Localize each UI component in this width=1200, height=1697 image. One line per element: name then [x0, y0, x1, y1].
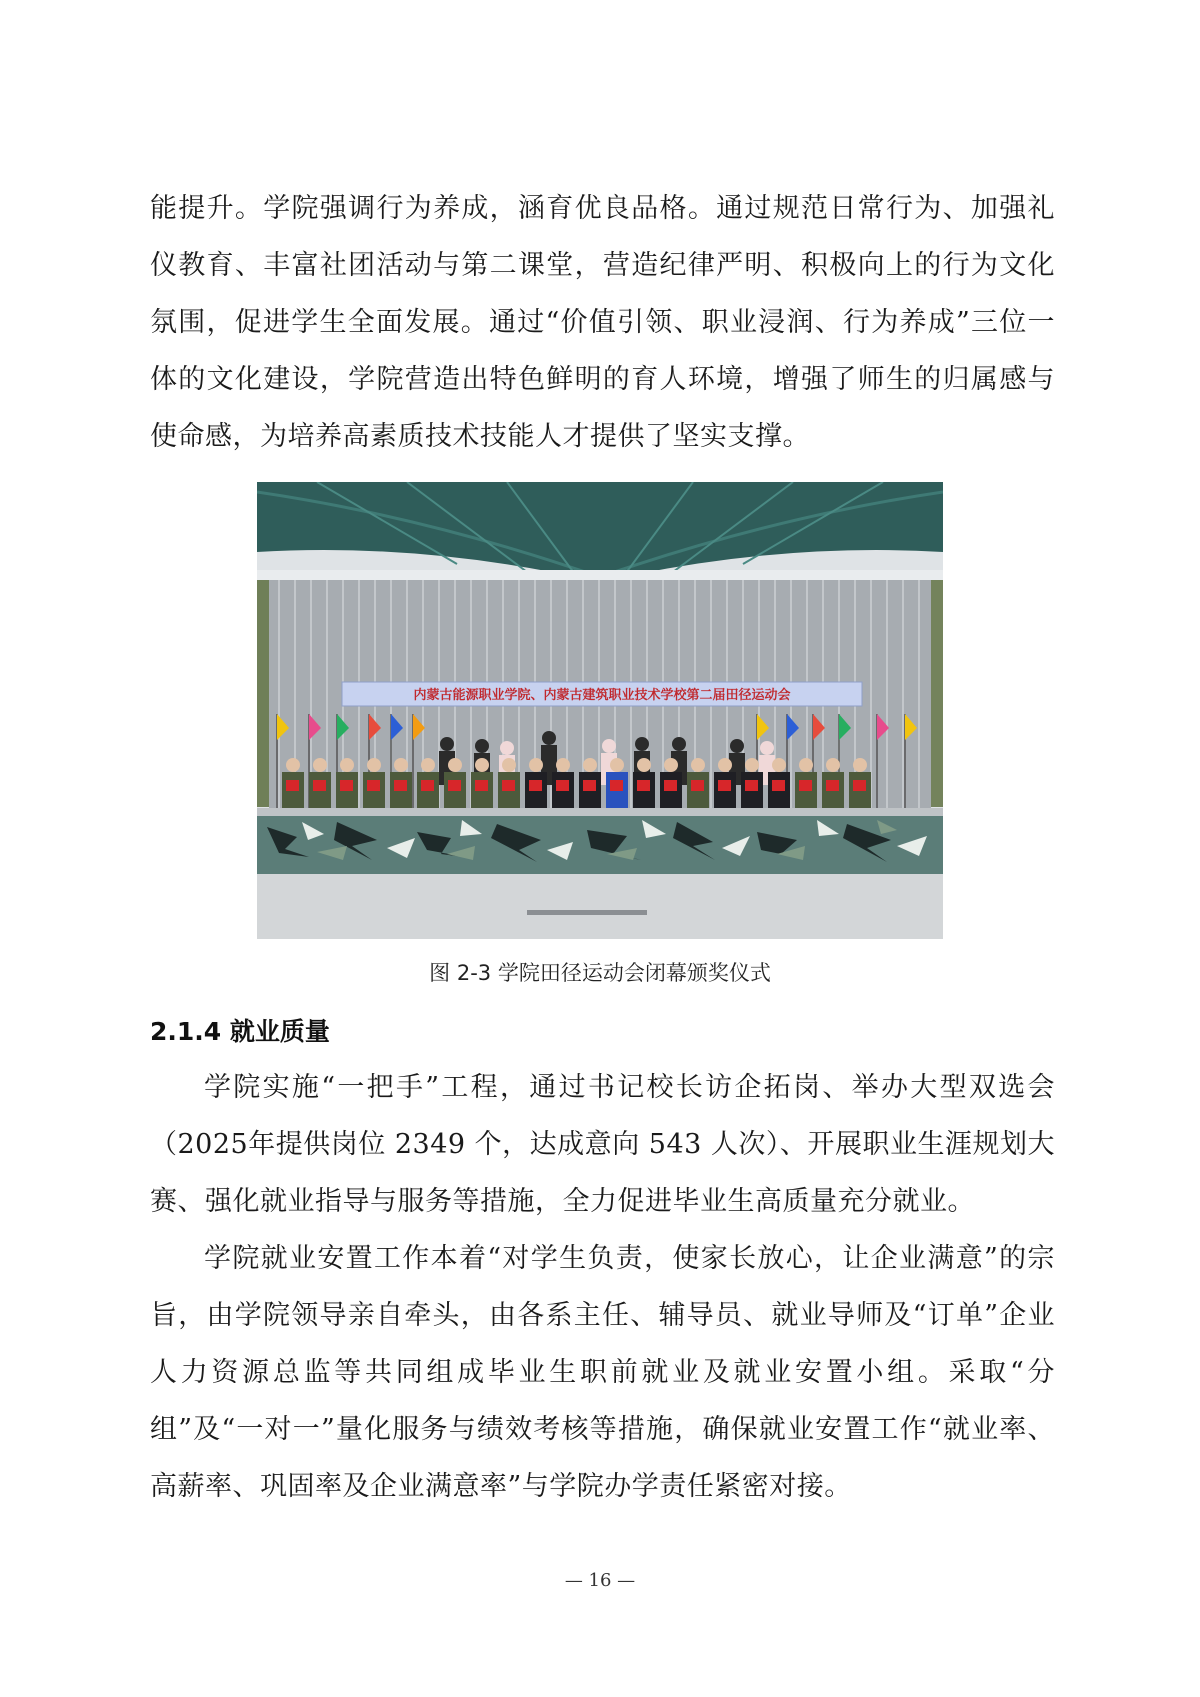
banner-text: 内蒙古能源职业学院、内蒙古建筑职业技术学校第二届田径运动会	[413, 688, 791, 703]
page-number: — 16 —	[564, 1570, 636, 1591]
body-paragraph-1: 能提升。学院强调行为养成，涵育优良品格。通过规范日常行为、加强礼仪教育、丰富社团活动与第二课堂，营造纪律严明、积极向上的行为文化氛围，促进学生全面发展。通过“价值引领、职业浸润、行为养成”三位一体的文化建设，学院营造出特色鲜明的育人环境，增强了师生的归属感与使命感，为培养高素质技术技能人才提供了坚实支撑。	[150, 193, 1055, 452]
section-heading: 2.1.4 就业质量	[150, 1017, 330, 1046]
body-paragraph-2: 学院实施“一把手”工程，通过书记校长访企拓岗、举办大型双选会（2025年提供岗位 2349 个，达成意向 543 人次）、开展职业生涯规划大赛、强化就业指导与服务等措施，全力促进毕业生高质量充分就业。	[150, 1072, 1055, 1217]
award-ceremony-photo	[257, 482, 943, 939]
body-paragraph-3: 学院就业安置工作本着“对学生负责，使家长放心，让企业满意”的宗旨，由学院领导亲自牵头，由各系主任、辅导员、就业导师及“订单”企业人力资源总监等共同组成毕业生职前就业及就业安置小组。采取“分组”及“一对一”量化服务与绩效考核等措施，确保就业安置工作“就业率、高薪率、巩固率及企业满意率”与学院办学责任紧密对接。	[150, 1243, 1055, 1502]
figure-caption: 图 2-3 学院田径运动会闭幕颁奖仪式	[429, 961, 771, 985]
